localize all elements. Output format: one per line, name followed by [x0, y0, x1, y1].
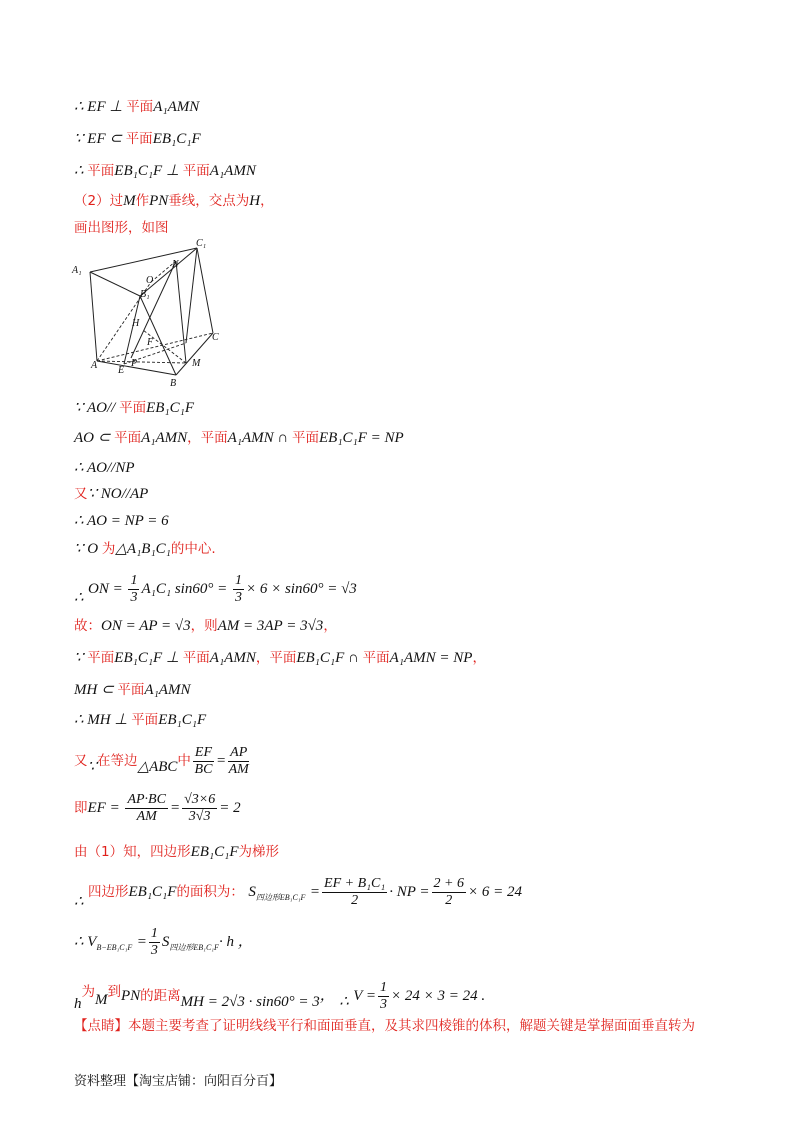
math-text: EF = [87, 800, 124, 816]
red-text: 的中心. [170, 541, 216, 557]
label-B1: B₁ [140, 289, 150, 300]
denominator: AM [136, 808, 157, 824]
red-text: 故： [74, 618, 101, 634]
math-text: ∵ AO// [74, 400, 120, 416]
math-text: A₁AMN [144, 682, 191, 698]
math-text: A₁AMN [153, 99, 200, 115]
math-text: ∵ O [74, 541, 102, 557]
label-O: O [146, 275, 154, 286]
math-text: EB₁C₁F [128, 884, 177, 900]
line-on-value [74, 570, 357, 608]
math-text: AO ⊂ [74, 430, 115, 446]
red-text: 平面 [362, 650, 390, 666]
denominator: 3 [379, 996, 387, 1012]
prism-figure [66, 236, 236, 392]
math-text: M [95, 992, 108, 1008]
line-ao-eq [74, 511, 169, 531]
label-N: N [172, 259, 179, 270]
line-mh-subset [74, 680, 190, 700]
denominator: 3 [150, 942, 158, 958]
numerator: 1 [379, 979, 387, 995]
red-text: 平面 [87, 163, 115, 179]
red-text: 平面 [126, 99, 154, 115]
red-text: 平面 [125, 131, 153, 147]
red-text: ， [472, 650, 486, 666]
math-text: PN [121, 988, 141, 1004]
red-text: 平面 [87, 650, 115, 666]
math-text: S [248, 884, 256, 900]
denominator: BC [194, 761, 213, 777]
math-text: ∵ NO//AP [87, 486, 149, 502]
line-key-point [74, 1016, 695, 1036]
math-text: V = [353, 988, 376, 1004]
math-text: h [74, 996, 82, 1012]
line-plane-perp [74, 161, 256, 181]
math-text: ∴ AO = NP = 6 [74, 513, 169, 529]
numerator: 2 + 6 [433, 875, 464, 891]
math-text: ∴ MH ⊥ [74, 712, 132, 728]
label-H: H [132, 318, 140, 329]
math-text: ∴ AO//NP [74, 460, 135, 476]
math-subscript: 四边形EB₁C₁F [169, 942, 219, 952]
math-text: A₁AMN = NP [389, 650, 473, 666]
denominator: AM [228, 761, 249, 777]
line-ao-parallel [74, 398, 194, 418]
line-part2-intro [74, 191, 274, 211]
red-text: 由（1）知，四边形 [74, 844, 191, 860]
red-text: 平面 [119, 400, 147, 416]
red-text: 四边形 [88, 884, 129, 900]
fraction [182, 792, 217, 825]
line-o-center [74, 539, 216, 559]
line-ao-subset [74, 428, 404, 448]
red-text: 又 [74, 753, 88, 769]
math-text: A₁C₁ sin60° = [141, 581, 231, 597]
denominator: 2 [445, 892, 453, 908]
fraction [193, 745, 214, 778]
math-text: ， [319, 988, 335, 1004]
label-F: F [147, 337, 154, 348]
red-text: 平面 [131, 712, 159, 728]
fraction [149, 926, 160, 959]
numerator: 1 [130, 572, 138, 588]
math-text: × 6 = 24 [467, 884, 522, 900]
red-text: 又 [74, 486, 88, 502]
math-text: ∴ [74, 163, 88, 179]
red-text: 为梯形 [238, 844, 280, 860]
math-text: PN [149, 193, 169, 209]
red-text: ， [260, 193, 274, 209]
math-text: EB₁C₁F ∩ [296, 650, 363, 666]
math-text: △A₁B₁C₁ [115, 541, 171, 557]
math-text: EB₁C₁F = NP [319, 430, 404, 446]
math-text: ON = AP = √3 [101, 618, 191, 634]
fraction [125, 792, 168, 825]
denominator: 2 [351, 892, 359, 908]
red-text: 中 [177, 753, 191, 769]
line-no-ap [74, 484, 148, 504]
red-text: 画出图形，如图 [74, 220, 169, 236]
math-text: MH ⊂ [74, 682, 118, 698]
fraction [228, 745, 249, 778]
red-text: 到 [107, 984, 121, 1000]
numerator: AP·BC [127, 791, 166, 807]
math-text: ∴ V [74, 934, 97, 950]
line-ap-am [74, 616, 337, 636]
red-text: ，则 [190, 618, 218, 634]
line-trapezoid [74, 842, 279, 862]
math-text: = [136, 934, 147, 950]
math-text: ∴ [339, 994, 349, 1010]
label-P: P [131, 358, 138, 369]
math-text: = [309, 884, 321, 900]
fraction [378, 980, 389, 1013]
line-conclusion-ef-perp [74, 97, 199, 117]
denominator: 3√3 [188, 808, 211, 824]
math-text: A₁AMN [209, 650, 256, 666]
red-text: 平面 [182, 650, 210, 666]
red-text: 的面积为： [176, 884, 244, 900]
red-text: 平面 [292, 430, 319, 446]
label-E: E [118, 365, 125, 376]
math-text: EB₁C₁F [158, 712, 207, 728]
math-text: × 24 × 3 = 24 . [390, 988, 486, 1004]
red-text: 为 [81, 984, 95, 1000]
math-text: ∴ EF ⊥ [74, 99, 127, 115]
red-text: 平面 [114, 430, 142, 446]
math-text: · NP = [389, 884, 430, 900]
line-volume-formula [74, 922, 253, 968]
fraction [322, 876, 387, 909]
numerator: √3×6 [184, 791, 216, 807]
line-plane-intersection [74, 648, 486, 668]
math-text: × 6 × sin60° = √3 [245, 581, 357, 597]
math-text: M [123, 193, 136, 209]
label-A1: A₁ [72, 265, 82, 276]
red-text: 为 [101, 541, 116, 557]
line-ef-subset [74, 129, 201, 149]
math-subscript: B−EB₁C₁F [96, 942, 133, 952]
red-text: 作 [135, 193, 150, 209]
red-text: 的距离 [140, 988, 181, 1004]
math-text: ON = [88, 581, 127, 597]
numerator: AP [230, 744, 248, 760]
math-text: EB₁C₁F [190, 844, 239, 860]
line-ao-np [74, 458, 135, 478]
line-ef-value [74, 789, 241, 827]
label-B: B [170, 378, 177, 389]
math-text: ∵ [74, 650, 88, 666]
label-C1: C₁ [196, 238, 207, 249]
label-C: C [212, 332, 219, 343]
line-draw-figure [74, 218, 169, 238]
numerator: 1 [150, 925, 158, 941]
numerator: EF + B₁C₁ [324, 875, 386, 891]
math-text: A₁AMN [209, 163, 256, 179]
red-text: 即 [74, 800, 88, 816]
line-volume-value [74, 976, 485, 1016]
red-text: 平面 [182, 163, 210, 179]
page-footer: 资料整理【淘宝店铺：向阳百分百】 [74, 1074, 283, 1089]
red-text: 平面 [117, 682, 145, 698]
math-text: ∴ [74, 894, 84, 910]
red-text: ， [323, 618, 337, 634]
red-text: 【点睛】本题主要考查了证明线线平行和面面垂直，及其求四棱锥的体积，解题关键是掌握面面垂直转为 [74, 1018, 695, 1034]
denominator: 3 [234, 589, 242, 605]
numerator: EF [194, 744, 213, 760]
math-text: EB₁C₁F [152, 131, 201, 147]
fraction [432, 876, 466, 909]
numerator: 1 [234, 572, 242, 588]
label-A: A [91, 360, 98, 371]
math-text: ∵ [87, 759, 98, 775]
red-text: （2）过 [74, 193, 124, 209]
line-equilateral-ratio [74, 742, 251, 780]
math-text: · h ， [218, 934, 253, 950]
math-text: MH = 2√3 · sin60° = 3 [180, 994, 320, 1010]
math-text: EB₁C₁F ⊥ [114, 650, 183, 666]
math-text: H [249, 193, 261, 209]
math-text: △ABC [137, 759, 178, 775]
math-text: AM = 3AP = 3√3 [217, 618, 324, 634]
math-text: A₁AMN ∩ [227, 430, 292, 446]
math-text: A₁AMN [141, 430, 188, 446]
red-text: 垂线，交点为 [168, 193, 250, 209]
math-subscript: 四边形EB₁C₁F [255, 892, 306, 902]
math-text: EB₁C₁F ⊥ [114, 163, 183, 179]
red-text: ，平面 [255, 650, 297, 666]
math-text: = [216, 753, 227, 769]
line-area [74, 872, 522, 918]
math-text: = 2 [219, 800, 241, 816]
label-M: M [192, 358, 201, 369]
math-text: = [169, 800, 181, 816]
fraction [128, 573, 139, 606]
red-text: ，平面 [187, 430, 228, 446]
fraction [233, 573, 244, 606]
math-text: EB₁C₁F [146, 400, 195, 416]
line-mh-perp [74, 710, 206, 730]
math-text: ∵ EF ⊂ [74, 131, 126, 147]
red-text: 在等边 [97, 753, 138, 769]
math-text: ∴ [74, 590, 84, 606]
math-text: S [161, 934, 170, 950]
denominator: 3 [130, 589, 138, 605]
